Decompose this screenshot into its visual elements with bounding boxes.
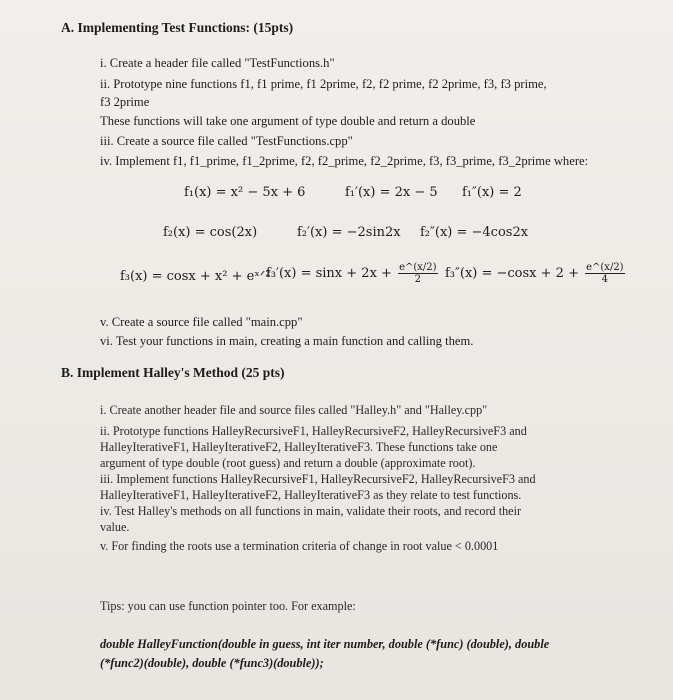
part-a-item-3: iii. Create a source file called "TestFunctions.cpp" — [100, 134, 353, 148]
part-a-note: These functions will take one argument of type double and return a double — [100, 114, 476, 128]
fraction-numerator: e^(x/2) — [399, 262, 437, 273]
equation-f1-2prime: f₁″(x) = 2 — [462, 185, 522, 200]
part-b-line-6: HalleyIterativeF1, HalleyIterativeF2, HalleyIterativeF3 as they relate to test functions. — [100, 488, 522, 502]
fraction-denominator: 2 — [414, 274, 421, 285]
equation-f3: f₃(x) = cosx + x² + eˣᐟ² — [120, 269, 271, 284]
equation-f1: f₁(x) = x² − 5x + 6 — [184, 185, 306, 200]
part-a-item-5: v. Create a source file called "main.cpp" — [100, 315, 303, 329]
fraction-numerator: e^(x/2) — [586, 262, 624, 273]
part-b-line-1: i. Create another header file and source files called "Halley.h" and "Halley.cpp" — [100, 403, 488, 417]
fraction — [585, 262, 624, 285]
equation-f3-2prime-prefix: f₃″(x) = −cosx + 2 + — [445, 266, 579, 281]
part-b-heading: B. Implement Halley's Method (25 pts) — [61, 365, 285, 380]
part-b-line-9: v. For finding the roots use a termination criteria of change in root value < 0.0001 — [100, 539, 499, 553]
part-b-line-3: HalleyIterativeF1, HalleyIterativeF2, HalleyIterativeF3. These functions take one — [100, 440, 498, 454]
part-b-line-5: iii. Implement functions HalleyRecursiveF1, HalleyRecursiveF2, HalleyRecursiveF3 and — [100, 472, 536, 486]
fraction-denominator: 4 — [601, 274, 609, 285]
equation-f3-prime-prefix: f₃′(x) = sinx + 2x + — [266, 266, 392, 281]
fraction — [398, 262, 437, 285]
equation-f3-prime — [266, 262, 438, 285]
part-b-line-2: ii. Prototype functions HalleyRecursiveF1, HalleyRecursiveF2, HalleyRecursiveF3 and — [100, 424, 527, 438]
code-line-1: double HalleyFunction(double in guess, int iter number, double (*func) (double), double — [100, 637, 550, 651]
part-b-instructions — [100, 402, 536, 554]
part-a-item-1: i. Create a header file called "TestFunctions.h" — [100, 56, 335, 70]
equation-f2: f₂(x) = cos(2x) — [163, 225, 258, 240]
code-example — [100, 635, 549, 673]
tips-text: Tips: you can use function pointer too. For example: — [100, 599, 356, 613]
equation-f1-prime: f₁′(x) = 2x − 5 — [345, 185, 438, 200]
part-a-item-2: ii. Prototype nine functions f1, f1 prime, f1 2prime, f2, f2 prime, f2 2prime, f3, f3 prime, — [100, 77, 547, 91]
part-a-item-6: vi. Test your functions in main, creating a main function and calling them. — [100, 334, 474, 348]
equation-f2-2prime: f₂″(x) = −4cos2x — [420, 225, 529, 240]
part-b-line-7: iv. Test Halley's methods on all functions in main, validate their roots, and record their — [100, 504, 522, 518]
part-b-line-8: value. — [100, 520, 130, 534]
part-a-item-4: iv. Implement f1, f1_prime, f1_2prime, f2, f2_prime, f2_2prime, f3, f3_prime, f3_2prime where: — [100, 154, 589, 168]
equation-f2-prime: f₂′(x) = −2sin2x — [297, 225, 401, 240]
equation-f3-2prime — [445, 262, 625, 285]
part-a-item-2-cont: f3 2prime — [100, 95, 150, 109]
part-a-heading: A. Implementing Test Functions: (15pts) — [61, 20, 294, 35]
part-b-line-4: argument of type double (root guess) and return a double (approximate root). — [100, 456, 476, 470]
code-line-2: (*func2)(double), double (*func3)(double)); — [100, 656, 324, 670]
